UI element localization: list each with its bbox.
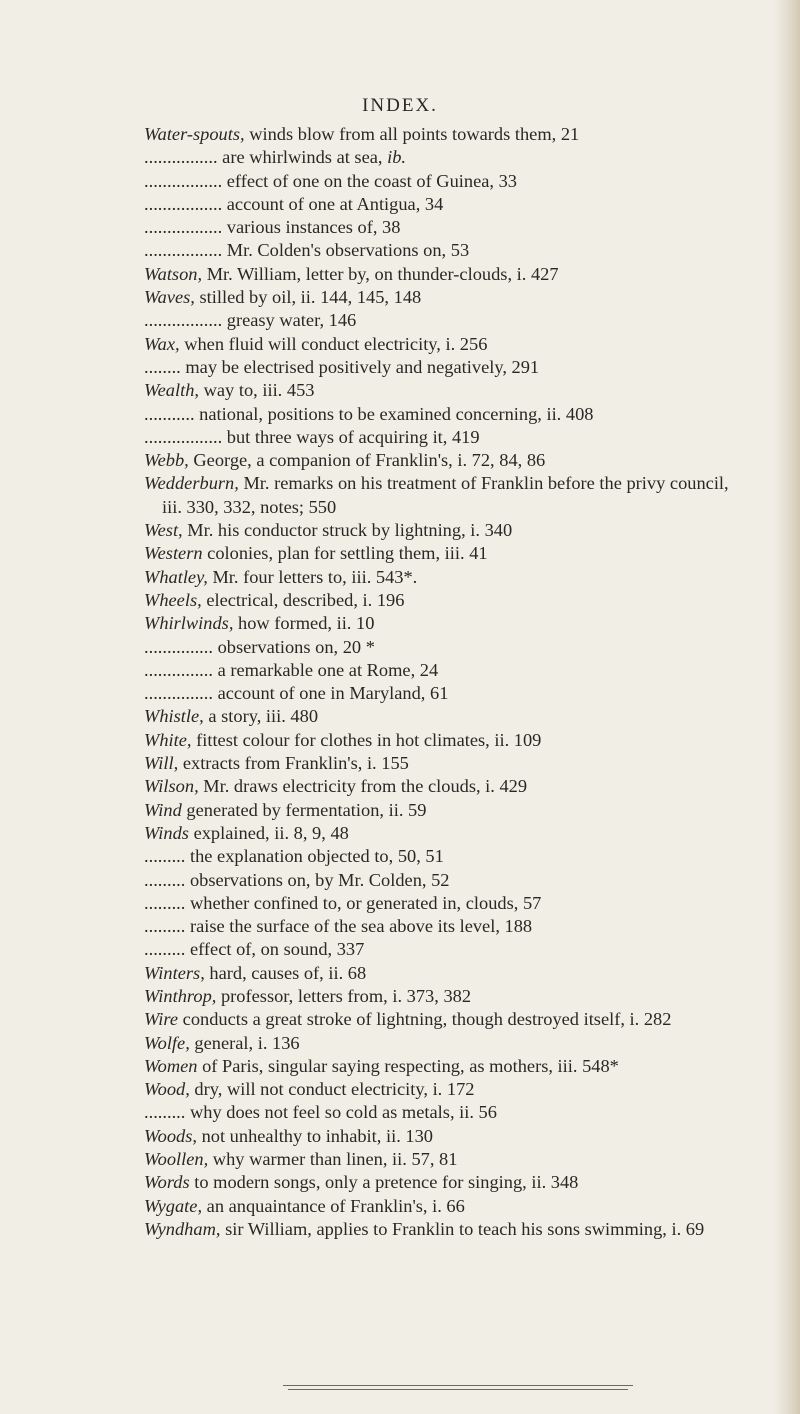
index-term: Wind [144,799,182,820]
index-entry [144,542,744,565]
index-entry [144,589,744,612]
index-text: Mr. his conductor struck by lightning, i. 340 [182,520,513,541]
index-text: fittest colour for clothes in hot climates, ii. 109 [191,729,542,750]
index-text: ................. account of one at Antigua, 34 [144,193,444,214]
index-text: why warmer than linen, ii. 57, 81 [208,1149,458,1170]
index-entry [144,356,744,379]
index-text: ................. effect of one on the coast of Guinea, 33 [144,170,517,191]
index-text: ................. various instances of, 38 [144,217,401,238]
index-term: Woods, [144,1125,197,1146]
index-term: Wire [144,1009,179,1030]
index-text: dry, will not conduct electricity, i. 172 [189,1079,475,1100]
index-text: Mr. William, letter by, on thunder-clouds, i. 427 [202,263,559,284]
index-text: ........... national, positions to be examined concerning, ii. 408 [144,403,594,424]
index-term: Watson, [144,263,203,284]
index-text: ......... raise the surface of the sea above its level, 188 [144,916,533,937]
index-text: ......... whether confined to, or generated in, clouds, 57 [144,892,542,913]
index-text: extracts from Franklin's, i. 155 [178,753,409,774]
index-text: hard, causes of, ii. 68 [204,962,367,983]
index-term: Woollen, [144,1149,209,1170]
index-text: Mr. remarks on his treatment of Franklin before the privy council, iii. 330, 332, notes; 550 [162,473,729,517]
index-entry [144,799,744,822]
index-term: Western [144,543,203,564]
index-entry [144,892,744,915]
index-text: how formed, ii. 10 [233,613,375,634]
index-entry [144,705,744,728]
index-term: Wilson, [144,776,199,797]
index-term: West, [144,520,183,541]
index-text: ............... observations on, 20 * [144,636,375,657]
index-term: White, [144,729,192,750]
index-term: Wheels, [144,589,202,610]
index-text: when fluid will conduct electricity, i. 256 [179,333,488,354]
index-entry [144,775,744,798]
index-text: Mr. draws electricity from the clouds, i. 429 [198,776,528,797]
index-entry [144,1078,744,1101]
index-entry [144,519,744,542]
index-text: generated by fermentation, ii. 59 [181,799,427,820]
index-entry [144,379,744,402]
index-text: a story, iii. 480 [203,706,319,727]
index-text: George, a companion of Franklin's, i. 72, 84, 86 [188,450,546,471]
index-text: conducts a great stroke of lightning, though destroyed itself, i. 282 [178,1009,672,1030]
index-text: Mr. four letters to, iii. 543*. [207,566,418,587]
index-text: winds blow from all points towards them, 21 [244,124,580,144]
index-entry [144,472,744,519]
index-entry [144,309,744,332]
index-entry [144,1008,744,1031]
index-entry [144,938,744,961]
index-entry [144,729,744,752]
index-text: to modern songs, only a pretence for singing, ii. 348 [189,1172,579,1193]
index-entry [144,1055,744,1078]
index-term: Whatley, [144,566,208,587]
index-text: general, i. 136 [189,1032,300,1053]
index-entry [144,752,744,775]
index-entry [144,286,744,309]
index-entry [144,333,744,356]
index-entry [144,985,744,1008]
index-text: professor, letters from, i. 373, 382 [216,985,472,1006]
index-text: electrical, described, i. 196 [201,589,405,610]
index-term: Winthrop, [144,985,217,1006]
bottom-rule-double [288,1389,628,1390]
index-text: ................. Mr. Colden's observations on, 53 [144,240,470,261]
index-entry [144,1125,744,1148]
index-text: colonies, plan for settling them, iii. 41 [202,543,488,564]
index-term: Wolfe, [144,1032,190,1053]
index-entry [144,845,744,868]
index-entry [144,636,744,659]
index-text: ................ are whirlwinds at sea, [144,147,388,168]
index-text: ............... a remarkable one at Rome, 24 [144,659,439,680]
index-term: Wedderburn, [144,473,239,494]
index-text: stilled by oil, ii. 144, 145, 148 [194,287,422,308]
index-entry [144,566,744,589]
index-entry [144,403,744,426]
index-term: Winds [144,822,189,843]
index-text: an anquaintance of Franklin's, i. 66 [202,1195,465,1216]
index-entry [144,146,744,169]
index-entry [144,682,744,705]
index-text: sir William, applies to Franklin to teach his sons swimming, i. 69 [220,1218,705,1239]
index-entry [144,426,744,449]
index-entry [144,659,744,682]
index-entry [144,1032,744,1055]
index-entry [144,1195,744,1218]
index-text: ......... the explanation objected to, 50, 51 [144,846,444,867]
index-entry [144,1148,744,1171]
index-term: Waves, [144,287,195,308]
index-text: ......... why does not feel so cold as metals, ii. 56 [144,1102,497,1123]
index-entry [144,962,744,985]
index-entry [144,822,744,845]
index-entry [144,449,744,472]
index-term: Webb, [144,450,189,471]
index-text: ............... account of one in Maryland, 61 [144,683,449,704]
index-entry [144,1101,744,1124]
index-entry [144,193,744,216]
index-text: explained, ii. 8, 9, 48 [188,822,349,843]
index-term: Wygate, [144,1195,203,1216]
index-term: Whirlwinds, [144,613,234,634]
index-term: Wyndham, [144,1218,221,1239]
index-text: not unhealthy to inhabit, ii. 130 [196,1125,433,1146]
index-term: Wealth, [144,380,200,401]
index-entry [144,1218,744,1241]
index-entry [144,869,744,892]
index-entry [144,1171,744,1194]
index-term: Will, [144,753,179,774]
index-entry [144,170,744,193]
index-text: ................. greasy water, 146 [144,310,357,331]
index-entry [144,239,744,262]
index-text: ........ may be electrised positively and negatively, 291 [144,356,540,377]
index-term: Words [144,1172,190,1193]
index-text: of Paris, singular saying respecting, as mothers, iii. 548* [197,1055,619,1076]
index-entry [144,263,744,286]
index-ibid: ib. [387,147,407,168]
index-entry [144,216,744,239]
index-text: ......... observations on, by Mr. Colden, 52 [144,869,450,890]
index-entry [144,612,744,635]
bottom-rule [283,1385,633,1386]
index-entries [144,123,744,1241]
index-term: Wax, [144,333,180,354]
index-term: Water-spouts, [144,124,245,144]
index-text: way to, iii. 453 [199,380,315,401]
index-term: Whistle, [144,706,204,727]
index-text: ................. but three ways of acquiring it, 419 [144,426,480,447]
index-text: ......... effect of, on sound, 337 [144,939,365,960]
page-header: INDEX. [362,95,438,116]
index-term: Women [144,1055,198,1076]
index-entry [144,915,744,938]
index-term: Winters, [144,962,205,983]
index-term: Wood, [144,1079,190,1100]
index-entry [144,123,744,146]
